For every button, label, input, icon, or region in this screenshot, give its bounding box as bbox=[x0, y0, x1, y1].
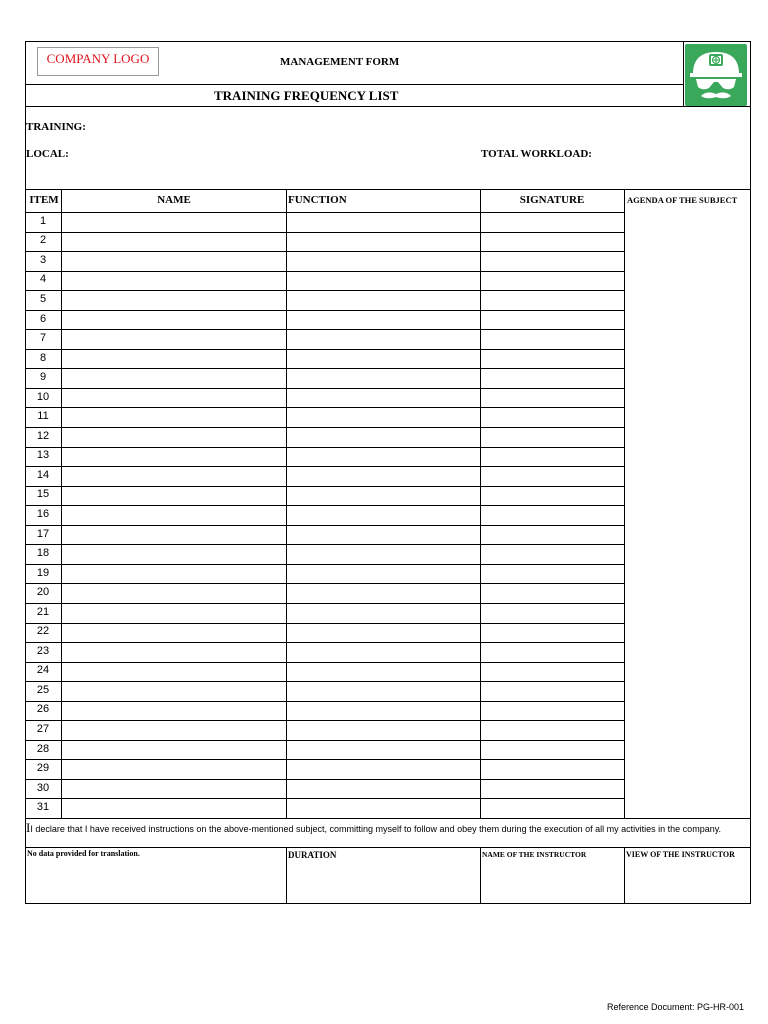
row-line bbox=[26, 701, 624, 702]
row-number: 13 bbox=[36, 449, 50, 462]
row-line bbox=[26, 368, 624, 369]
row-number: 25 bbox=[36, 683, 50, 696]
col-line-function bbox=[480, 189, 481, 818]
row-number: 26 bbox=[36, 703, 50, 716]
row-line bbox=[26, 388, 624, 389]
row-line bbox=[26, 232, 624, 233]
training-label: TRAINING: bbox=[26, 121, 86, 133]
col-line-name bbox=[286, 189, 287, 818]
bottom-top-line bbox=[26, 847, 751, 848]
header-divider bbox=[683, 42, 684, 106]
col-signature: SIGNATURE bbox=[519, 194, 585, 206]
row-number: 22 bbox=[36, 625, 50, 638]
col-name: NAME bbox=[157, 194, 191, 206]
row-line bbox=[26, 583, 624, 584]
form-title: MANAGEMENT FORM bbox=[280, 56, 400, 68]
duration-label: DURATION bbox=[288, 850, 337, 860]
row-number: 23 bbox=[36, 644, 50, 657]
row-line bbox=[26, 662, 624, 663]
table-top-line bbox=[26, 189, 751, 190]
row-number: 14 bbox=[36, 468, 50, 481]
row-number: 29 bbox=[36, 762, 50, 775]
row-line bbox=[26, 310, 624, 311]
form-frame bbox=[25, 41, 751, 904]
row-number: 18 bbox=[36, 547, 50, 560]
row-number: 3 bbox=[39, 253, 47, 266]
row-line bbox=[26, 544, 624, 545]
declaration-body: I declare that I have received instructions on the above-mentioned subject, committing myself to follow and obey them during the execution of all my activities in the company. bbox=[30, 824, 722, 834]
row-number: 12 bbox=[36, 429, 50, 442]
row-number: 30 bbox=[36, 781, 50, 794]
row-line bbox=[26, 603, 624, 604]
row-number: 17 bbox=[36, 527, 50, 540]
col-function: FUNCTION bbox=[288, 194, 347, 206]
col-item: ITEM bbox=[29, 194, 59, 206]
bottom-line-2 bbox=[480, 847, 481, 904]
row-number: 16 bbox=[36, 508, 50, 520]
header-line bbox=[26, 84, 684, 85]
row-number: 11 bbox=[37, 410, 49, 423]
row-number: 1 bbox=[39, 214, 47, 227]
total-workload-label: TOTAL WORKLOAD: bbox=[481, 148, 592, 160]
row-line bbox=[26, 681, 624, 682]
declaration-text bbox=[26, 822, 726, 835]
row-number: 15 bbox=[36, 488, 50, 501]
row-line bbox=[26, 642, 624, 643]
row-line bbox=[26, 290, 624, 291]
row-number: 9 bbox=[39, 371, 47, 384]
safety-helmet-worker-icon bbox=[685, 44, 747, 106]
row-number: 21 bbox=[36, 605, 50, 618]
row-number: 10 bbox=[36, 390, 50, 403]
row-line bbox=[26, 427, 624, 428]
row-number: 6 bbox=[39, 312, 47, 325]
row-line bbox=[26, 759, 624, 760]
row-line bbox=[26, 486, 624, 487]
row-line bbox=[26, 779, 624, 780]
row-line bbox=[26, 251, 624, 252]
row-line bbox=[26, 525, 624, 526]
row-number: 2 bbox=[39, 234, 47, 247]
row-line bbox=[26, 564, 624, 565]
row-number: 5 bbox=[39, 292, 47, 305]
col-agenda: AGENDA OF THE SUBJECT bbox=[627, 195, 738, 205]
row-line bbox=[26, 505, 624, 506]
bottom-line-3 bbox=[624, 847, 625, 904]
bottom-col-1: No data provided for translation. bbox=[27, 849, 140, 858]
row-number: 28 bbox=[36, 742, 50, 755]
declaration-top-line bbox=[26, 818, 751, 819]
row-line bbox=[26, 407, 624, 408]
col-line-item bbox=[61, 189, 62, 818]
instructor-view-label: VIEW OF THE INSTRUCTOR bbox=[626, 850, 735, 859]
row-number: 4 bbox=[39, 273, 47, 286]
col-line-signature bbox=[624, 189, 625, 818]
list-title: TRAINING FREQUENCY LIST bbox=[214, 88, 399, 103]
row-line bbox=[26, 466, 624, 467]
row-line bbox=[26, 740, 624, 741]
row-line bbox=[26, 329, 624, 330]
row-number: 31 bbox=[36, 801, 50, 814]
table-header-line bbox=[26, 212, 624, 213]
row-number: 20 bbox=[36, 586, 50, 599]
row-line bbox=[26, 447, 624, 448]
declaration-lead: I bbox=[26, 820, 31, 835]
row-line bbox=[26, 798, 624, 799]
row-line bbox=[26, 720, 624, 721]
local-label: LOCAL: bbox=[26, 148, 69, 160]
row-number: 27 bbox=[36, 723, 50, 736]
title-line bbox=[26, 106, 751, 107]
row-number: 19 bbox=[36, 566, 50, 579]
row-number: 7 bbox=[39, 332, 47, 345]
bottom-line-1 bbox=[286, 847, 287, 904]
row-line bbox=[26, 349, 624, 350]
row-number: 8 bbox=[39, 351, 47, 364]
reference-document: Reference Document: PG-HR-001 bbox=[607, 1002, 745, 1012]
company-logo: COMPANY LOGO bbox=[37, 47, 159, 76]
instructor-name-label: NAME OF THE INSTRUCTOR bbox=[482, 850, 587, 859]
row-line bbox=[26, 623, 624, 624]
row-number: 24 bbox=[36, 664, 50, 677]
row-line bbox=[26, 271, 624, 272]
